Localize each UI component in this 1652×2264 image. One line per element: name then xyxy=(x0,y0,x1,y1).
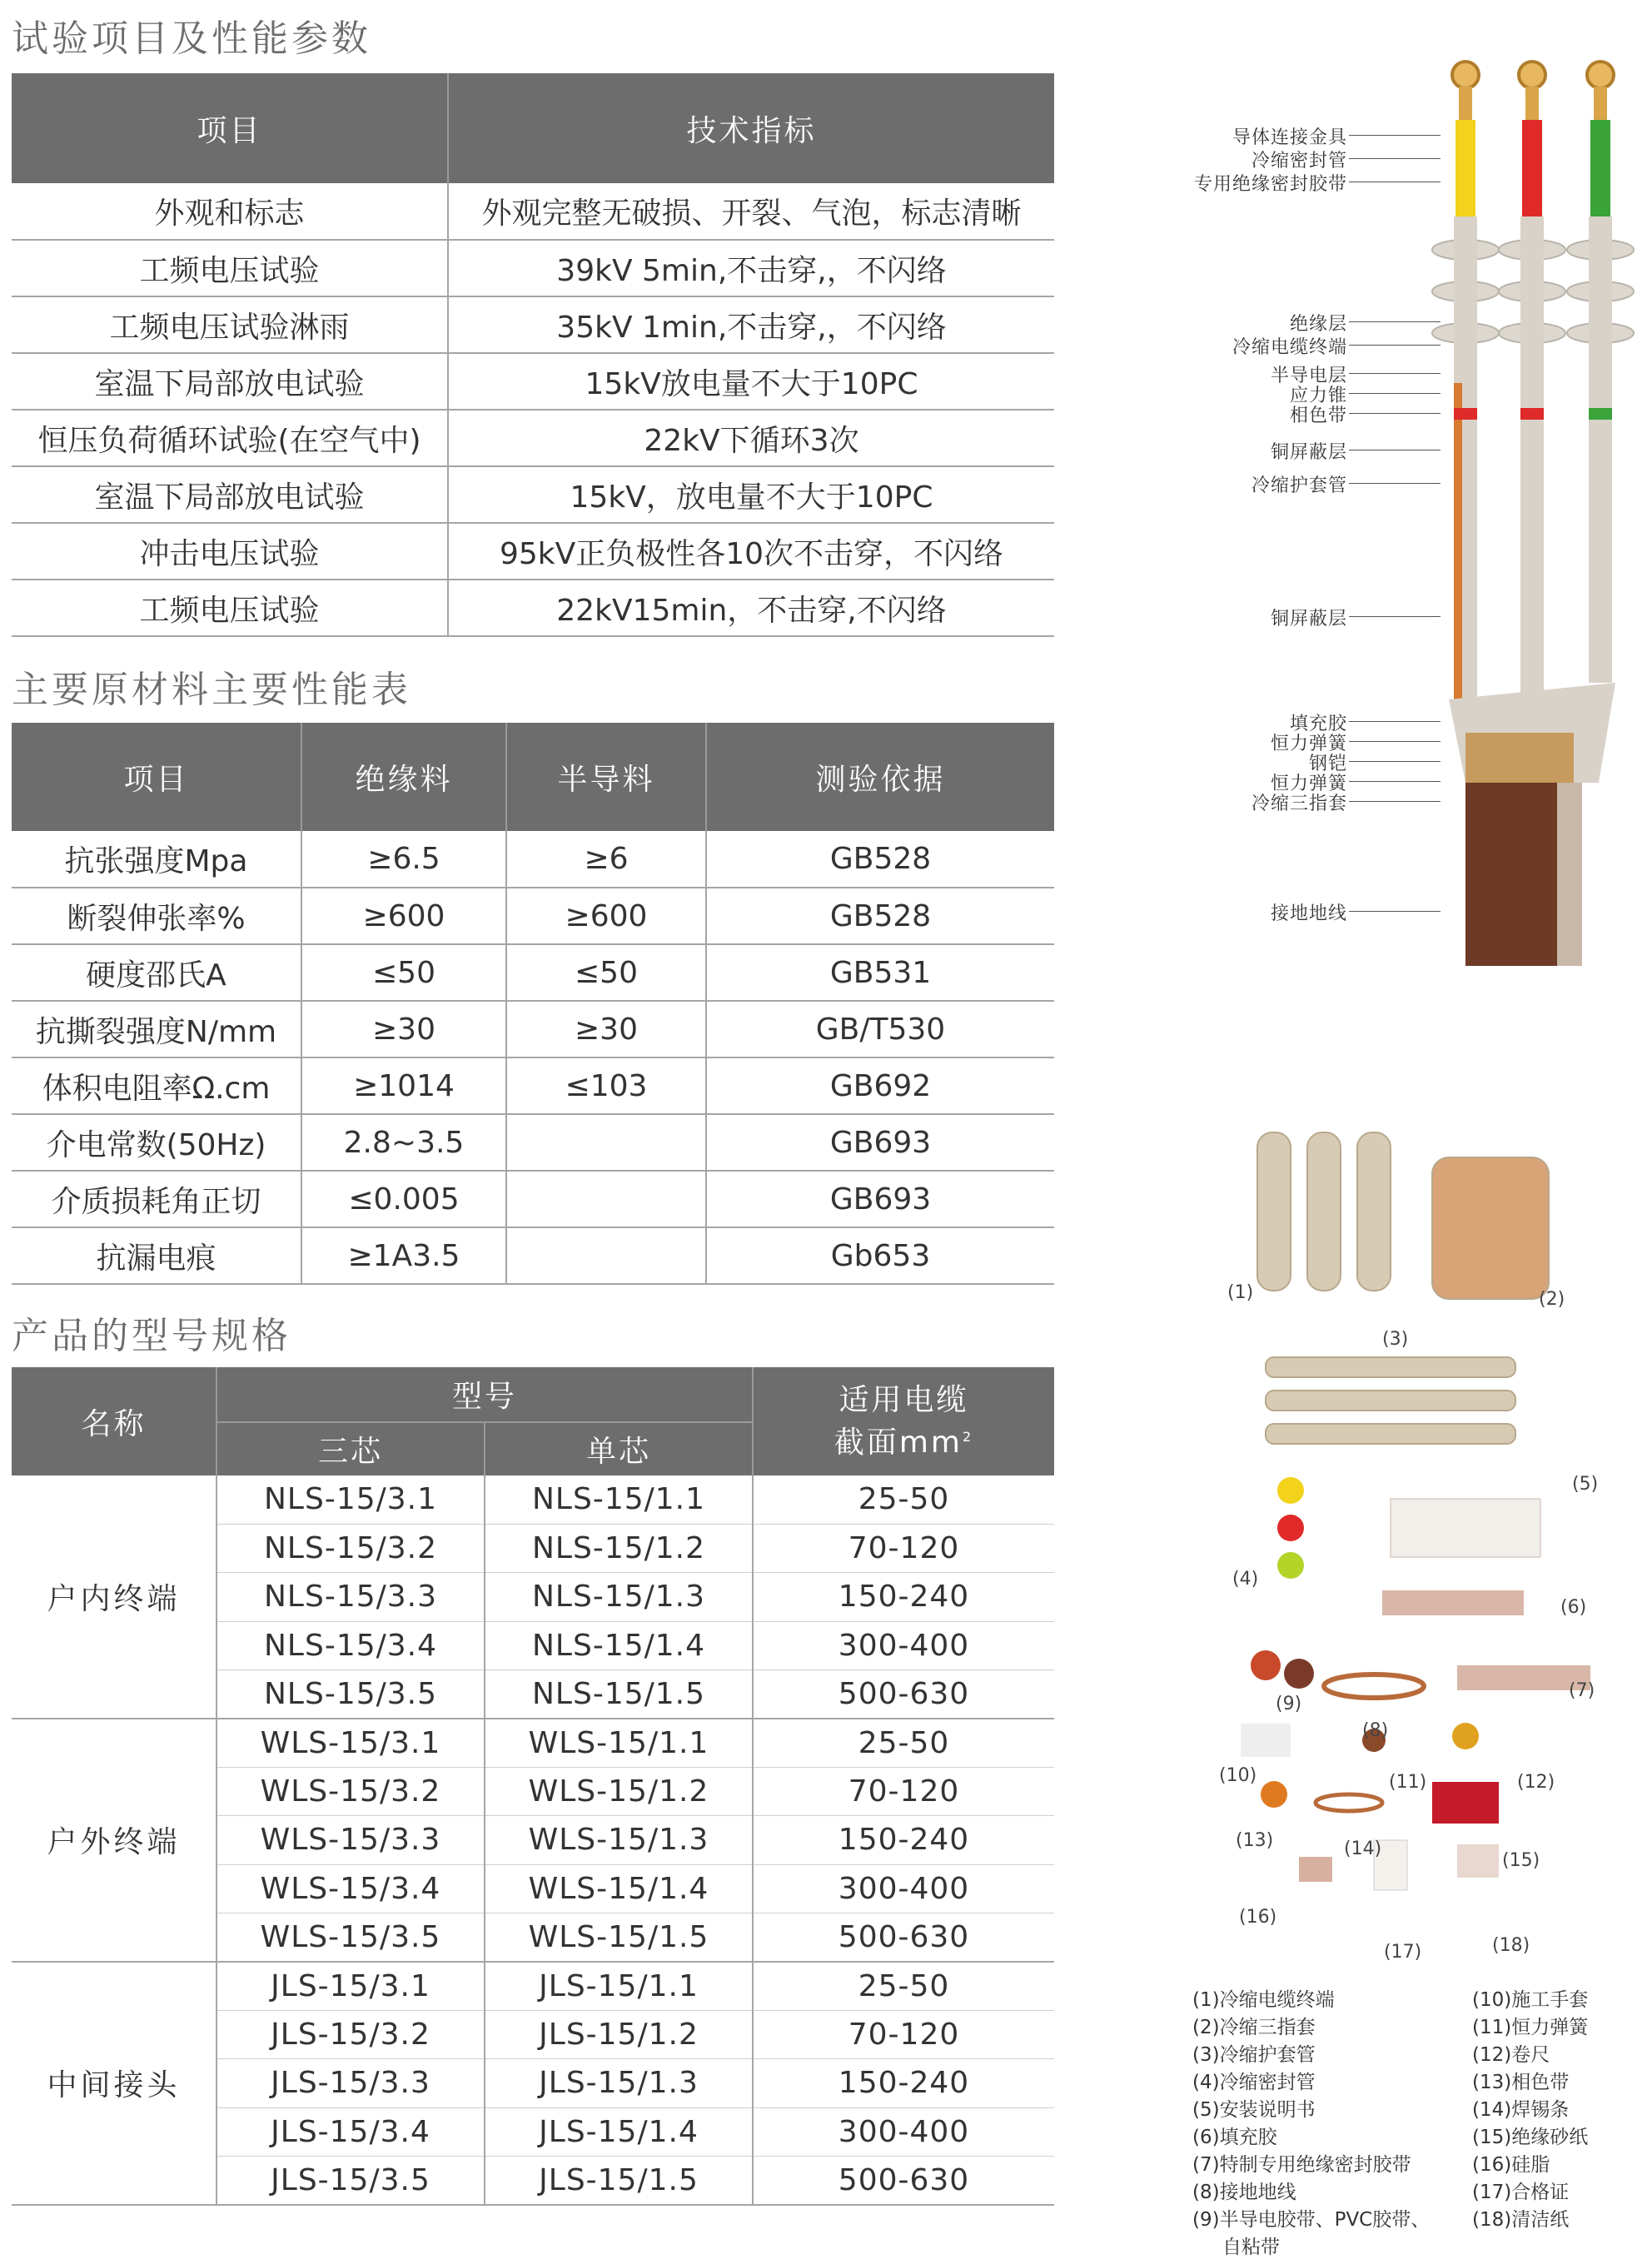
red-seal-tube-icon xyxy=(1277,1515,1304,1541)
jacket-tube-icon xyxy=(1266,1357,1515,1377)
tape-measure-icon xyxy=(1452,1723,1479,1749)
photo-number-label: (11) xyxy=(1389,1772,1427,1793)
photo-number-label: (10) xyxy=(1219,1765,1257,1786)
photo-number-label: (8) xyxy=(1362,1720,1389,1741)
legend-item: (7)特制专用绝缘密封胶带 xyxy=(1192,2154,1411,2176)
table-cell: WLS-15/3.2 xyxy=(216,1767,485,1815)
table-cell: 15kV，放电量不大于10PC xyxy=(448,466,1054,523)
callout-label: 相色带 xyxy=(1289,406,1347,426)
table-cell: WLS-15/3.1 xyxy=(216,1719,485,1767)
table-cell: 外观完整无破损、开裂、气泡，标志清晰 xyxy=(448,183,1054,240)
legend-left xyxy=(1192,1987,1430,2262)
accessory-illustrations xyxy=(1207,1107,1640,1923)
yellow-phase-sleeve xyxy=(1455,120,1475,220)
table-row xyxy=(12,1114,1054,1171)
callout-label: 冷缩电缆终端 xyxy=(1232,337,1347,358)
conductor-lug-icon xyxy=(1452,62,1614,120)
table-row xyxy=(12,1962,1054,2010)
table-row xyxy=(12,1227,1054,1284)
legend-item: (2)冷缩三指套 xyxy=(1192,2017,1316,2038)
callout-leader-line xyxy=(1349,761,1441,762)
photo-number-label: (18) xyxy=(1492,1935,1530,1956)
callout-label: 接地地线 xyxy=(1270,903,1347,924)
table-body xyxy=(12,1475,1054,2205)
table-cell: NLS-15/1.3 xyxy=(485,1573,753,1621)
table-cell: 22kV15min，不击穿,不闪络 xyxy=(448,580,1054,636)
jacket-tube-icon xyxy=(1266,1424,1515,1444)
table-cell: GB528 xyxy=(706,888,1054,944)
table-row xyxy=(12,240,1054,296)
table-cell: ≤0.005 xyxy=(301,1171,506,1227)
group-name-cell: 户内终端 xyxy=(12,1475,216,1719)
group-name-cell: 户外终端 xyxy=(12,1719,216,1962)
column-header-model: 型号 xyxy=(216,1367,753,1422)
table-cell: ≥30 xyxy=(301,1001,506,1057)
table-row xyxy=(12,183,1054,240)
legend-item: (1)冷缩电缆终端 xyxy=(1192,1989,1335,2011)
table-cell: 工频电压试验淋雨 xyxy=(12,296,448,353)
callout-label: 钢铠 xyxy=(1308,754,1347,774)
legend-item: 自粘带 xyxy=(1222,2237,1280,2258)
callout-leader-line xyxy=(1349,911,1441,912)
table-cell: GB531 xyxy=(706,944,1054,1001)
legend-item: (18)清洁纸 xyxy=(1472,2209,1570,2231)
table-cell: 500-630 xyxy=(753,2156,1054,2204)
photo-number-label: (16) xyxy=(1239,1907,1277,1928)
termination-tube-icon xyxy=(1257,1132,1291,1291)
legend-item: (12)卷尺 xyxy=(1472,2044,1550,2066)
table-cell: WLS-15/3.3 xyxy=(216,1816,485,1864)
cable-header-sup: 2 xyxy=(962,1428,974,1445)
photo-number-label: (4) xyxy=(1232,1569,1259,1590)
callout-leader-line xyxy=(1349,616,1441,617)
table-cell: 500-630 xyxy=(753,1913,1054,1962)
table-cell: 抗漏电痕 xyxy=(12,1227,301,1284)
callout-label: 专用绝缘密封胶带 xyxy=(1193,174,1347,195)
cleaning-paper-icon xyxy=(1457,1844,1499,1878)
table-cell: 25-50 xyxy=(753,1719,1054,1767)
table-cell: ≥1014 xyxy=(301,1057,506,1114)
table-row xyxy=(12,1475,1054,1524)
table-cell: GB693 xyxy=(706,1114,1054,1171)
legend-item: (4)冷缩密封管 xyxy=(1192,2072,1316,2093)
callout-label: 恒力弹簧 xyxy=(1270,734,1347,754)
photo-number-label: (15) xyxy=(1502,1850,1540,1871)
table-row xyxy=(12,1057,1054,1114)
cable-header-line1: 适用电缆 xyxy=(838,1382,969,1417)
table-cell: 介质损耗角正切 xyxy=(12,1171,301,1227)
legend-item: (5)安装说明书 xyxy=(1192,2099,1316,2121)
table-cell: 外观和标志 xyxy=(12,183,448,240)
table-row xyxy=(12,410,1054,466)
tape-roll-icon xyxy=(1251,1650,1281,1680)
table-cell: ≤50 xyxy=(506,944,706,1001)
table-cell: 断裂伸张率% xyxy=(12,888,301,944)
photo-number-label: (2) xyxy=(1539,1289,1565,1310)
table-cell: 25-50 xyxy=(753,1475,1054,1524)
table-cell: NLS-15/3.2 xyxy=(216,1524,485,1572)
table-row xyxy=(12,580,1054,636)
table-cell: 抗张强度Mpa xyxy=(12,831,301,888)
table-cell: JLS-15/3.3 xyxy=(216,2059,485,2107)
callout-leader-line xyxy=(1349,373,1441,374)
table-cell: 介电常数(50Hz) xyxy=(12,1114,301,1171)
table-cell: 恒压负荷循环试验(在空气中) xyxy=(12,410,448,466)
table-cell: WLS-15/3.4 xyxy=(216,1864,485,1913)
termination-tube-icon xyxy=(1357,1132,1391,1291)
section-title-models: 产品的型号规格 xyxy=(12,1315,291,1357)
table-row xyxy=(12,944,1054,1001)
callout-leader-line xyxy=(1349,393,1441,394)
photo-number-label: (12) xyxy=(1517,1772,1555,1793)
table-cell: JLS-15/3.1 xyxy=(216,1962,485,2010)
table-cell: 150-240 xyxy=(753,2059,1054,2107)
legend-item: (13)相色带 xyxy=(1472,2072,1570,2093)
table-cell: 硬度邵氏A xyxy=(12,944,301,1001)
table-cell: ≥6.5 xyxy=(301,831,506,888)
tape-roll-icon xyxy=(1284,1659,1314,1689)
callout-label: 半导电层 xyxy=(1270,366,1347,386)
column-header: 项目 xyxy=(12,723,301,831)
table-cell: NLS-15/1.1 xyxy=(485,1475,753,1524)
column-header: 半导料 xyxy=(506,723,706,831)
table-cell: JLS-15/3.5 xyxy=(216,2156,485,2204)
cable-header-line2: 截面mm xyxy=(833,1425,963,1460)
silicone-grease-icon xyxy=(1299,1857,1332,1882)
table-cell: 39kV 5min,不击穿,，不闪络 xyxy=(448,240,1054,296)
table-row xyxy=(12,831,1054,888)
table-cell xyxy=(506,1227,706,1284)
table-cell: ≥600 xyxy=(506,888,706,944)
table-cell: ≤103 xyxy=(506,1057,706,1114)
table-cell: 15kV放电量不大于10PC xyxy=(448,353,1054,410)
materials-table xyxy=(12,723,1054,1285)
yellow-seal-tube-icon xyxy=(1277,1477,1304,1504)
callout-label: 应力锥 xyxy=(1289,386,1347,406)
column-header-cable xyxy=(753,1367,1054,1475)
table-cell: GB528 xyxy=(706,831,1054,888)
legend-item: (14)焊锡条 xyxy=(1472,2099,1570,2121)
table-row xyxy=(12,353,1054,410)
table-cell: 冲击电压试验 xyxy=(12,523,448,580)
callout-leader-line xyxy=(1349,345,1441,346)
table-cell: 室温下局部放电试验 xyxy=(12,353,448,410)
callout-leader-line xyxy=(1349,135,1441,136)
three-finger-sleeve-icon xyxy=(1432,1157,1549,1299)
column-header-three-core: 三芯 xyxy=(216,1422,485,1475)
table-cell xyxy=(506,1114,706,1171)
photo-number-label: (17) xyxy=(1384,1942,1422,1963)
group-name-cell: 中间接头 xyxy=(12,1962,216,2205)
table-cell: JLS-15/3.2 xyxy=(216,2010,485,2058)
table-cell: NLS-15/3.4 xyxy=(216,1621,485,1669)
table-cell: GB692 xyxy=(706,1057,1054,1114)
table-cell: 70-120 xyxy=(753,1767,1054,1815)
callout-leader-line xyxy=(1349,721,1441,722)
table-row xyxy=(12,523,1054,580)
table-cell: 500-630 xyxy=(753,1670,1054,1719)
photo-number-label: (7) xyxy=(1569,1680,1595,1701)
table-cell: 300-400 xyxy=(753,2107,1054,2156)
green-seal-tube-icon xyxy=(1277,1552,1304,1579)
section-title-materials: 主要原材料主要性能表 xyxy=(12,669,411,711)
table-cell: Gb653 xyxy=(706,1227,1054,1284)
table-cell: 150-240 xyxy=(753,1573,1054,1621)
phase-tape-icon xyxy=(1261,1781,1287,1808)
table-row xyxy=(12,296,1054,353)
model-spec-table xyxy=(12,1367,1054,2206)
column-header-name: 名称 xyxy=(12,1367,216,1475)
callout-leader-line xyxy=(1349,741,1441,742)
table-cell: 150-240 xyxy=(753,1816,1054,1864)
table-cell: 2.8~3.5 xyxy=(301,1114,506,1171)
column-header: 测验依据 xyxy=(706,723,1054,831)
photo-number-label: (5) xyxy=(1572,1474,1599,1495)
photo-number-label: (13) xyxy=(1236,1830,1274,1851)
column-header-single-core: 单芯 xyxy=(485,1422,753,1475)
callout-leader-line xyxy=(1349,321,1441,322)
callout-label: 冷缩三指套 xyxy=(1251,794,1347,814)
callout-leader-line xyxy=(1349,158,1441,159)
callout-label: 铜屏蔽层 xyxy=(1270,442,1347,463)
table-body xyxy=(12,831,1054,1284)
table-row xyxy=(12,1719,1054,1767)
green-phase-sleeve xyxy=(1590,120,1610,220)
table-cell: 22kV下循环3次 xyxy=(448,410,1054,466)
legend-item: (10)施工手套 xyxy=(1472,1989,1589,2011)
legend-right xyxy=(1472,1987,1588,2234)
callout-label: 导体连接金具 xyxy=(1232,127,1347,148)
legend-item: (15)绝缘砂纸 xyxy=(1472,2127,1589,2148)
legend-item: (8)接地地线 xyxy=(1192,2182,1296,2203)
table-cell: NLS-15/1.5 xyxy=(485,1670,753,1719)
table-cell: WLS-15/1.1 xyxy=(485,1719,753,1767)
callout-label: 冷缩密封管 xyxy=(1251,151,1347,172)
table-cell: 35kV 1min,不击穿,，不闪络 xyxy=(448,296,1054,353)
table-cell: ≥6 xyxy=(506,831,706,888)
callout-leader-line xyxy=(1349,413,1441,414)
table-row xyxy=(12,1001,1054,1057)
table-cell: 体积电阻率Ω.cm xyxy=(12,1057,301,1114)
column-header: 绝缘料 xyxy=(301,723,506,831)
table-cell: WLS-15/1.2 xyxy=(485,1767,753,1815)
table-cell: NLS-15/1.4 xyxy=(485,1621,753,1669)
column-header: 项目 xyxy=(12,73,448,183)
table-cell: JLS-15/3.4 xyxy=(216,2107,485,2156)
photo-number-label: (9) xyxy=(1276,1694,1302,1714)
table-cell: 95kV正负极性各10次不击穿，不闪络 xyxy=(448,523,1054,580)
callout-label: 绝缘层 xyxy=(1289,314,1347,335)
callout-label: 填充胶 xyxy=(1289,714,1347,734)
legend-item: (6)填充胶 xyxy=(1192,2127,1277,2148)
table-cell xyxy=(506,1171,706,1227)
filler-icon xyxy=(1382,1590,1524,1615)
table-cell: ≤50 xyxy=(301,944,506,1001)
table-cell: NLS-15/3.1 xyxy=(216,1475,485,1524)
table-cell: 工频电压试验 xyxy=(12,240,448,296)
table-row xyxy=(12,888,1054,944)
table-cell: 工频电压试验 xyxy=(12,580,448,636)
table-cell: ≥600 xyxy=(301,888,506,944)
legend-item: (16)硅脂 xyxy=(1472,2154,1550,2176)
table-cell: WLS-15/1.3 xyxy=(485,1816,753,1864)
table-cell: JLS-15/1.2 xyxy=(485,2010,753,2058)
table-cell: ≥30 xyxy=(506,1001,706,1057)
photo-number-label: (1) xyxy=(1227,1282,1254,1303)
legend-item: (3)冷缩护套管 xyxy=(1192,2044,1316,2066)
table-cell: 300-400 xyxy=(753,1864,1054,1913)
table-cell: ≥1A3.5 xyxy=(301,1227,506,1284)
callout-label: 冷缩护套管 xyxy=(1251,475,1347,496)
table-cell: 70-120 xyxy=(753,2010,1054,2058)
table-cell: 25-50 xyxy=(753,1962,1054,2010)
legend-item: (11)恒力弹簧 xyxy=(1472,2017,1589,2038)
sandpaper-icon xyxy=(1432,1782,1499,1824)
table-cell: 300-400 xyxy=(753,1621,1054,1669)
table-cell: GB693 xyxy=(706,1171,1054,1227)
table-cell: WLS-15/3.5 xyxy=(216,1913,485,1962)
table-cell: 室温下局部放电试验 xyxy=(12,466,448,523)
table-cell: JLS-15/1.3 xyxy=(485,2059,753,2107)
jacket-tube-icon xyxy=(1266,1391,1515,1411)
photo-number-label: (3) xyxy=(1382,1329,1409,1350)
table-cell: WLS-15/1.4 xyxy=(485,1864,753,1913)
table-cell: JLS-15/1.1 xyxy=(485,1962,753,2010)
legend-item: (9)半导电胶带、PVC胶带、 xyxy=(1192,2209,1431,2231)
table-cell: JLS-15/1.4 xyxy=(485,2107,753,2156)
callout-leader-line xyxy=(1349,781,1441,782)
test-parameters-table xyxy=(12,73,1054,637)
photo-number-label: (6) xyxy=(1560,1597,1587,1618)
manual-icon xyxy=(1391,1499,1540,1557)
table-cell: GB/T530 xyxy=(706,1001,1054,1057)
red-phase-sleeve xyxy=(1522,120,1542,220)
section-title-test-items: 试验项目及性能参数 xyxy=(12,17,371,60)
table-body xyxy=(12,183,1054,636)
callout-label: 恒力弹簧 xyxy=(1270,774,1347,794)
termination-tube-icon xyxy=(1307,1132,1341,1291)
photo-number-label: (14) xyxy=(1344,1839,1382,1859)
table-row xyxy=(12,466,1054,523)
table-row xyxy=(12,1171,1054,1227)
table-cell: WLS-15/1.5 xyxy=(485,1913,753,1962)
glove-icon xyxy=(1241,1724,1291,1757)
table-cell: NLS-15/3.3 xyxy=(216,1573,485,1621)
table-cell: 70-120 xyxy=(753,1524,1054,1572)
solder-icon xyxy=(1316,1794,1382,1811)
table-cell: NLS-15/3.5 xyxy=(216,1670,485,1719)
table-cell: 抗撕裂强度N/mm xyxy=(12,1001,301,1057)
column-header: 技术指标 xyxy=(448,73,1054,183)
callout-leader-line xyxy=(1349,483,1441,484)
table-cell: NLS-15/1.2 xyxy=(485,1524,753,1572)
callout-leader-line xyxy=(1349,801,1441,802)
table-cell: JLS-15/1.5 xyxy=(485,2156,753,2204)
ground-wire-icon xyxy=(1324,1674,1424,1698)
legend-item: (17)合格证 xyxy=(1472,2182,1570,2203)
callout-label: 铜屏蔽层 xyxy=(1270,609,1347,629)
